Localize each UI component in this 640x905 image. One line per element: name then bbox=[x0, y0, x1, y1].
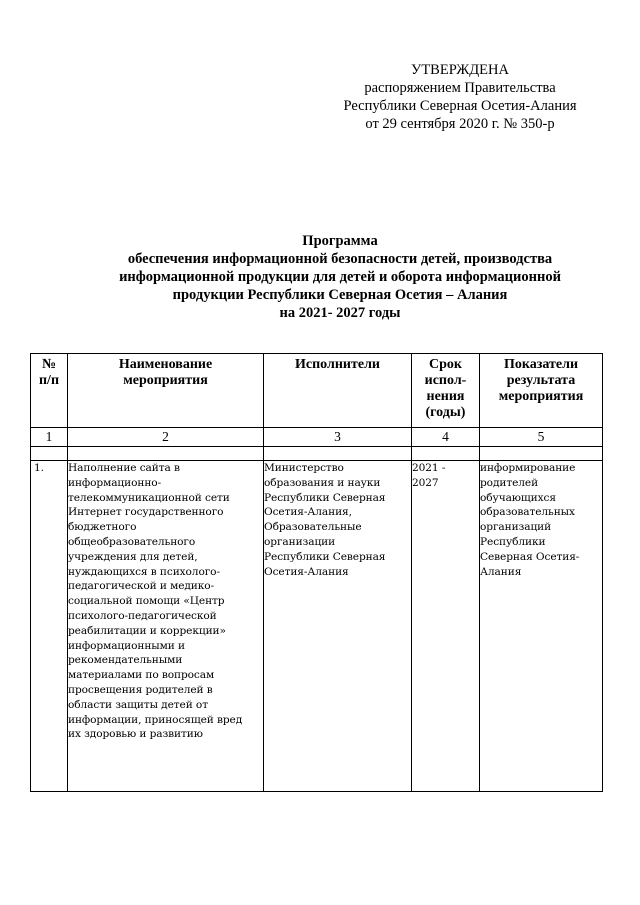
approval-line: от 29 сентября 2020 г. № 350-р bbox=[365, 116, 555, 132]
spacer-cell bbox=[264, 447, 412, 461]
column-number: 2 bbox=[68, 428, 264, 447]
title-line: обеспечения информационной безопасности детей, производства bbox=[127, 251, 553, 267]
program-table bbox=[30, 353, 603, 792]
column-number: 4 bbox=[412, 428, 480, 447]
spacer-cell bbox=[412, 447, 480, 461]
table-header-row bbox=[31, 354, 603, 428]
title-line: информационной продукции для детей и оборота информационной bbox=[119, 269, 561, 285]
approval-line: УТВЕРЖДЕНА bbox=[411, 62, 509, 78]
program-title bbox=[80, 232, 600, 322]
approval-line: распоряжением Правительства bbox=[364, 80, 556, 96]
header-executors: Исполнители bbox=[264, 354, 412, 428]
title-line: Программа bbox=[302, 233, 378, 249]
header-indicators: Показатели результата мероприятия bbox=[480, 354, 603, 428]
row-indicators: информирование родителей обучающихся образовательных организаций Республики Северная Осетия- Алания bbox=[480, 461, 603, 792]
header-name: Наименование мероприятия bbox=[68, 354, 264, 428]
title-line: продукции Республики Северная Осетия – Алания bbox=[172, 287, 508, 303]
title-line: на 2021- 2027 годы bbox=[279, 305, 401, 321]
spacer-cell bbox=[31, 447, 68, 461]
row-number: 1. bbox=[31, 461, 68, 792]
approval-block bbox=[300, 61, 620, 133]
row-executors: Министерство образования и науки Республики Северная Осетия-Алания, Образовательные организации Республики Северная Осетия-Алания bbox=[264, 461, 412, 792]
header-term: Срок испол- нения (годы) bbox=[412, 354, 480, 428]
table-row bbox=[31, 461, 603, 792]
approval-line: Республики Северная Осетия-Алания bbox=[343, 98, 577, 114]
header-number: № п/п bbox=[31, 354, 68, 428]
spacer-cell bbox=[68, 447, 264, 461]
spacer-cell bbox=[480, 447, 603, 461]
column-number: 1 bbox=[31, 428, 68, 447]
column-number-row bbox=[31, 428, 603, 447]
spacer-row bbox=[31, 447, 603, 461]
column-number: 5 bbox=[480, 428, 603, 447]
column-number: 3 bbox=[264, 428, 412, 447]
row-term: 2021 - 2027 bbox=[412, 461, 480, 792]
row-name: Наполнение сайта в информационно- телекоммуникационной сети Интернет государственного бюджетного общеобразовательного учреждения для детей, нуждающихся в психолого- педагогической и медико- социальной помощи «Центр психолого-педагогической реабилитации и коррекции» информационными и рекомендательными материалами по вопросам просвещения родителей в области защиты детей от информации, приносящей вред их здоровью и развитию bbox=[68, 461, 264, 792]
